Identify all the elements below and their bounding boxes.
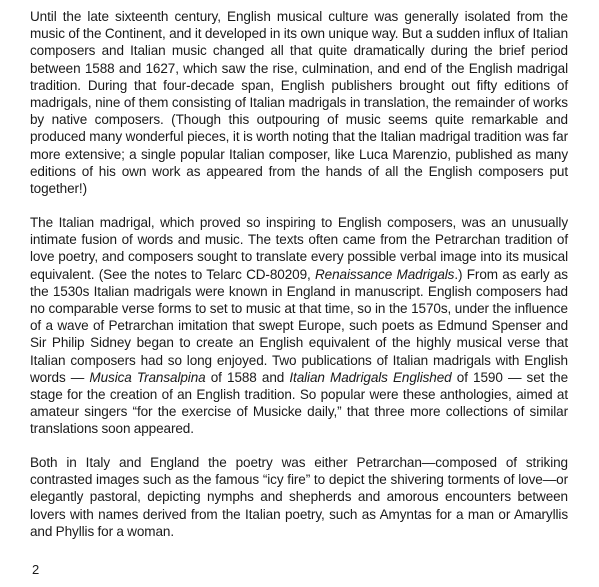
italic-title: Italian Madrigals Englished <box>289 369 452 385</box>
text-run: Until the late sixteenth century, English musical culture was generally isolated from the music of the Continent, and it developed in its own unique way. But a sudden influx of Italian composers and Italian music changed all that quite dramatically during the brief period between 1588 and 1627, which saw the rise, culmination, and end of the English madrigal tradition. During that four-decade span, English publishers brought out fifty editions of madrigals, nine of them consisting of Italian madrigals in translation, the remainder of works by native composers. (Though this outpouring of music seems quite remarkable and produced many wonderful pieces, it is worth noting that the Italian madrigal tradition was far more extensive; a single popular Italian composer, like Luca Marenzio, published as many editions of his own work as appeared from the hands of all the English composers put together!) <box>30 9 568 197</box>
italic-title: Musica Transalpina <box>89 369 206 385</box>
text-run: of 1588 and <box>205 369 290 385</box>
paragraph-2 <box>30 214 568 438</box>
paragraph-1 <box>30 8 568 197</box>
text-run: Both in Italy and England the poetry was either Petrarchan—composed of striking contrasted images such as the famous “icy fire” to depict the shivering torments of love—or elegantly pastoral, depicting nymphs and shepherds and amorous encounters between lovers with names derived from the Italian poetry, such as Amyntas for a man or Amaryllis and Phyllis for a woman. <box>30 455 568 539</box>
paragraph-3 <box>30 454 568 540</box>
text-run: of 1590 — set the stage for the creation of an English tradition. So popular were these anthologies, aimed at amateur singers “for the exercise of Musicke daily,” that three more collections of similar translations soon appeared. <box>30 369 569 437</box>
italic-title: Renaissance Madrigals <box>315 266 455 282</box>
text-run: The Italian madrigal, which proved so inspiring to English composers, was an unusually intimate fusion of words and music. The texts often came from the Petrarchan tradition of love poetry, and composers sought to translate every possible verbal image into its musical equivalent. (See the notes to Telarc CD-80209, <box>30 215 568 282</box>
text-run: .) From as early as the 1530s Italian madrigals were known in England in manuscript. English composers had no comparable verse forms to set to music at that time, so in the 1570s, under the influence of a wave of Petrarchan imitation that swept Europe, such poets as Edmund Spenser and Sir Philip Sidney began to create an English equivalent of the highly musical verse that Italian composers had so long enjoyed. Two publications of Italian madrigals with English words — <box>30 266 568 385</box>
page-number: 2 <box>32 562 40 577</box>
